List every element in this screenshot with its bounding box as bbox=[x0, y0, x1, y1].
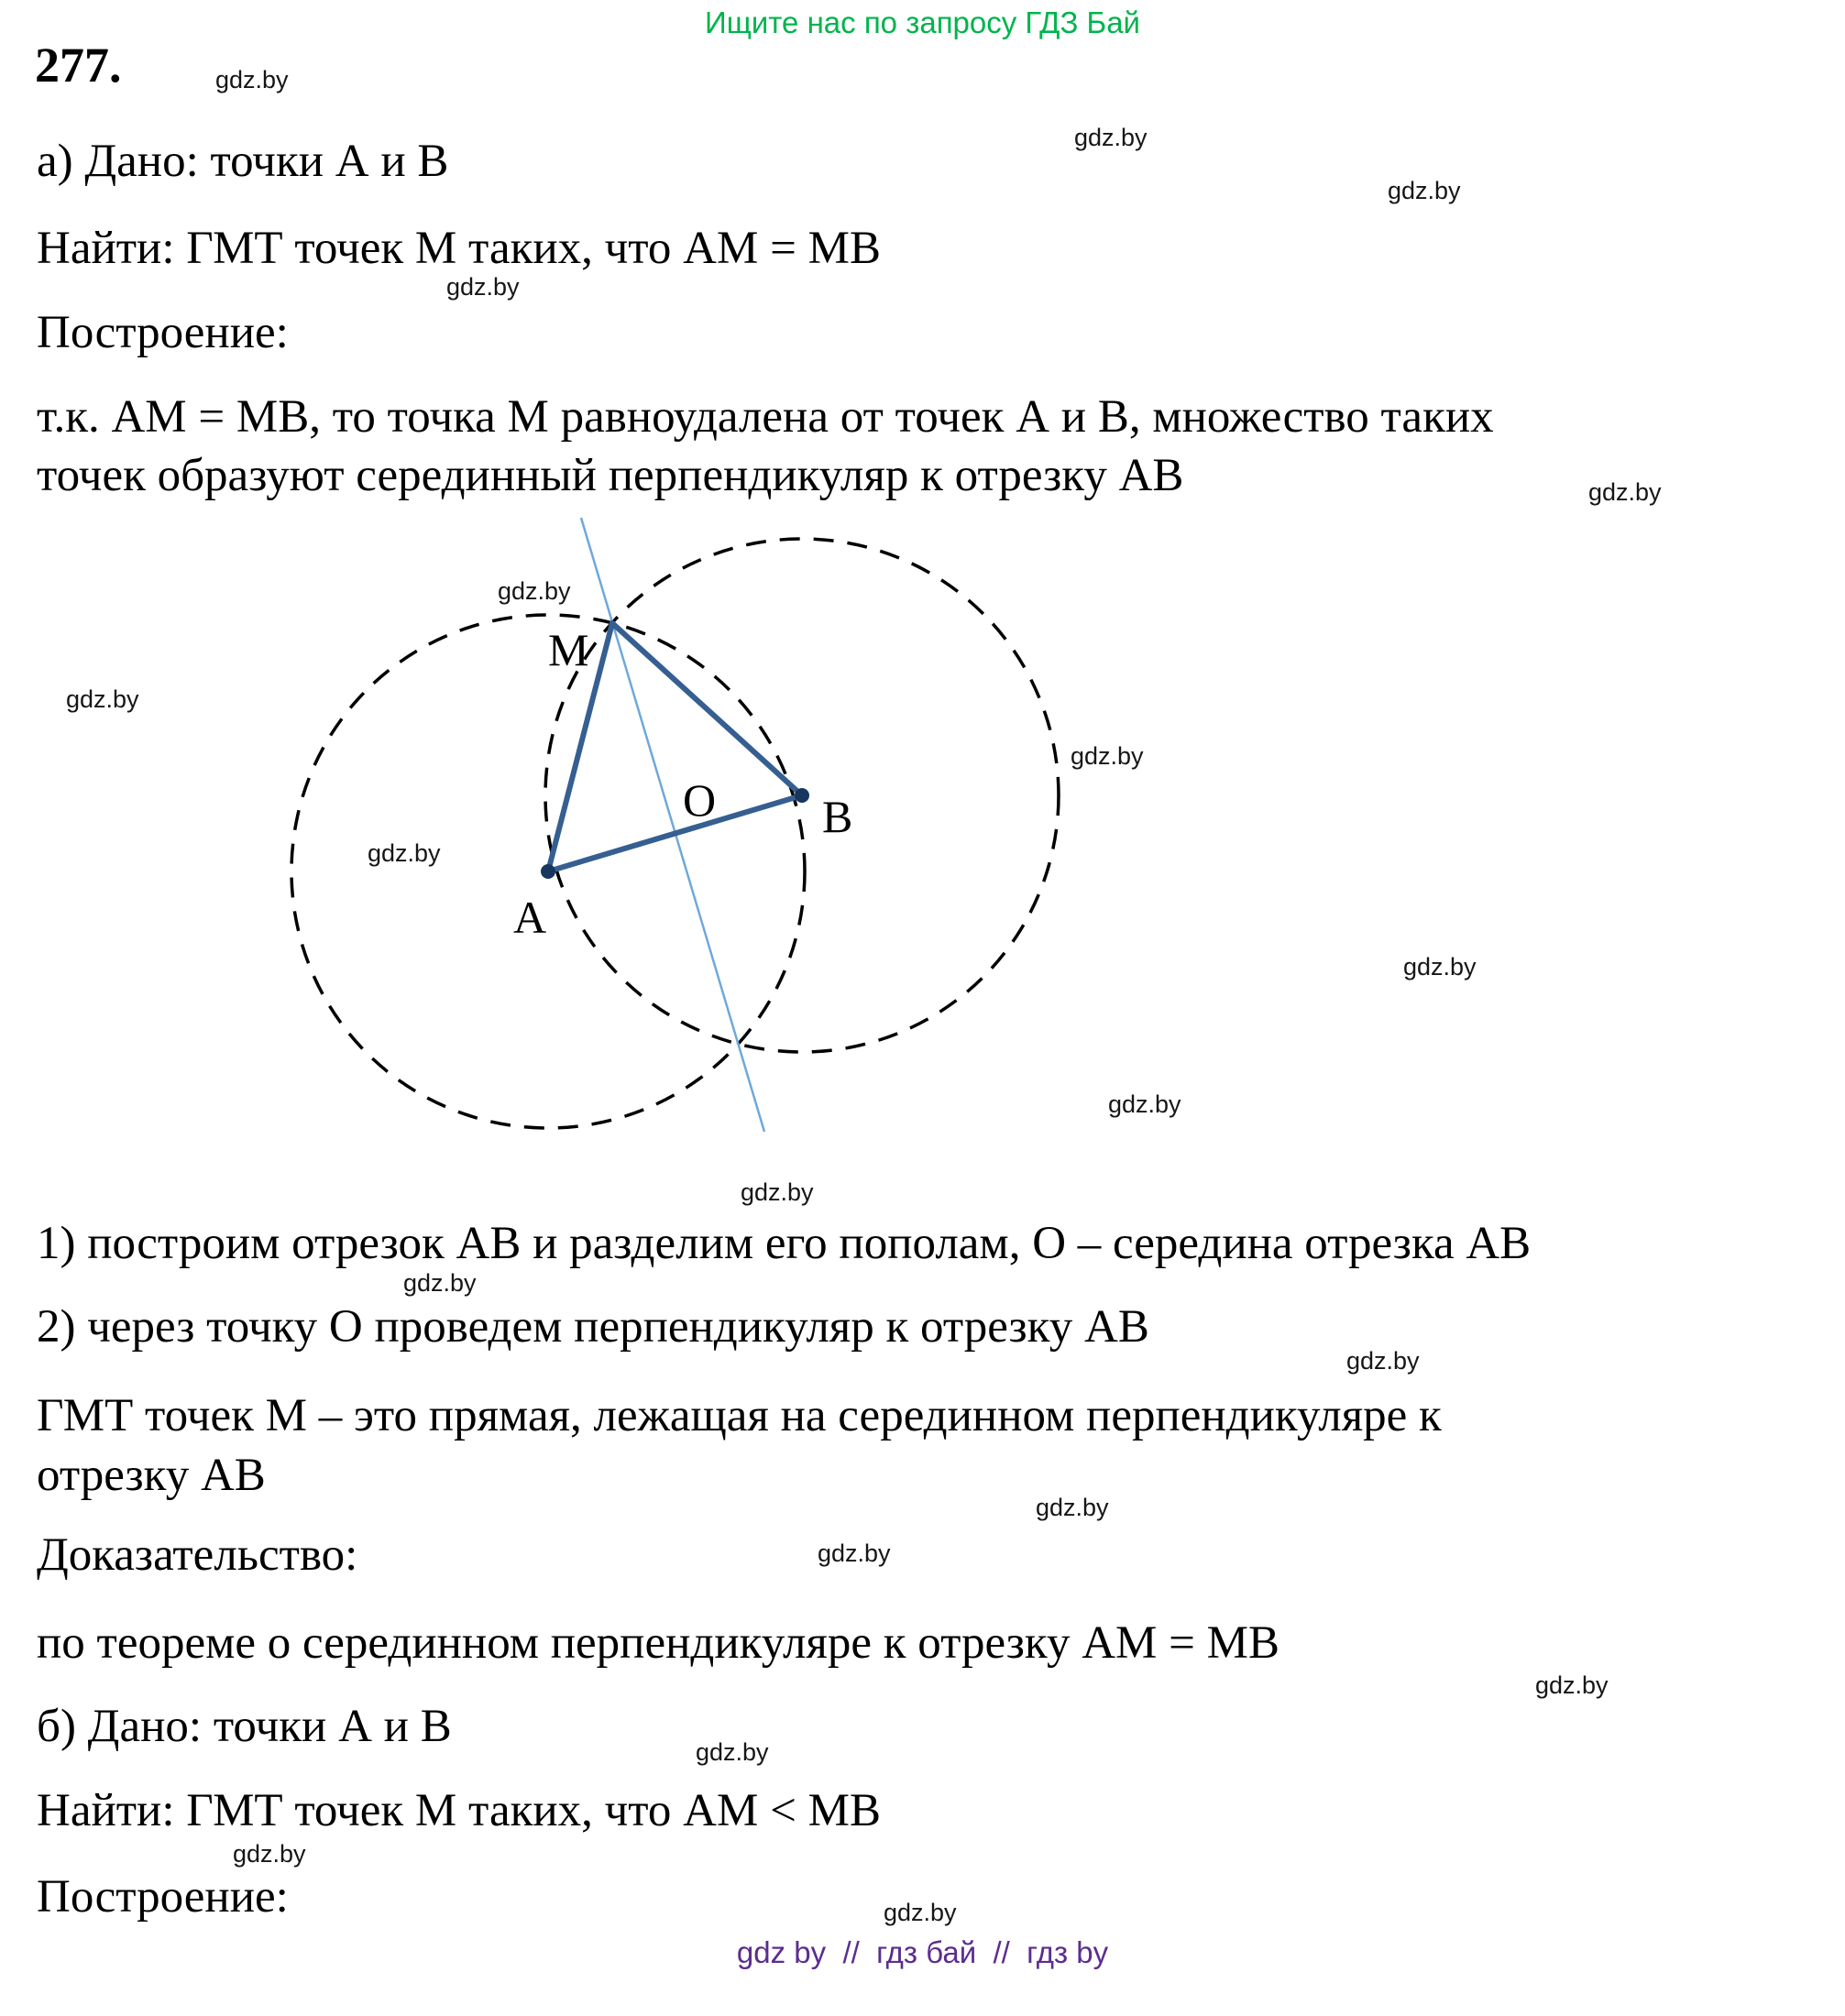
gdz-watermark: gdz.by bbox=[446, 273, 520, 301]
point-a-label: А bbox=[513, 892, 547, 943]
point-b-dot bbox=[795, 788, 809, 803]
part-a-construction-label: Построение: bbox=[37, 307, 289, 358]
gdz-watermark: gdz.by bbox=[1346, 1347, 1420, 1375]
part-b-construction-label: Построение: bbox=[37, 1871, 289, 1923]
part-a-step2: 2) через точку О проведем перпендикуляр к отрезку АВ bbox=[37, 1301, 1149, 1353]
part-a-reasoning-line2: точек образуют серединный перпендикуляр к отрезку АВ bbox=[37, 450, 1184, 501]
segment-mb bbox=[612, 623, 802, 795]
gdz-watermark: gdz.by bbox=[66, 685, 139, 713]
gdz-watermark: gdz.by bbox=[1108, 1090, 1181, 1118]
perpendicular-bisector-line bbox=[581, 518, 764, 1132]
gdz-watermark: gdz.by bbox=[403, 1269, 477, 1297]
gdz-watermark: gdz.by bbox=[741, 1178, 814, 1206]
part-a-conclusion-line2: отрезку АВ bbox=[37, 1450, 266, 1501]
gdz-watermark: gdz.by bbox=[215, 66, 289, 93]
gdz-watermark: gdz.by bbox=[1074, 124, 1148, 151]
part-b-given: б) Дано: точки А и В bbox=[37, 1701, 452, 1752]
part-a-proof-label: Доказательство: bbox=[37, 1529, 358, 1581]
gdz-watermark: gdz.by bbox=[368, 839, 441, 867]
part-a-step1: 1) построим отрезок АВ и разделим его пополам, О – середина отрезка АВ bbox=[37, 1218, 1532, 1269]
gdz-watermark: gdz.by bbox=[1388, 177, 1461, 204]
problem-number: 277. bbox=[35, 38, 122, 93]
segment-ab bbox=[548, 795, 802, 871]
gdz-watermark: gdz.by bbox=[233, 1840, 306, 1868]
site-promo-header: Ищите нас по запросу ГДЗ Бай bbox=[705, 5, 1140, 39]
gdz-watermark: gdz.by bbox=[1588, 478, 1662, 506]
point-o-label: О bbox=[683, 774, 717, 826]
gdz-watermark: gdz.by bbox=[1403, 953, 1477, 981]
geometry-figure bbox=[275, 495, 1100, 1155]
part-a-conclusion-line1: ГМТ точек М – это прямая, лежащая на серединном перпендикуляре к bbox=[37, 1390, 1442, 1441]
part-a-proof-text: по теореме о серединном перпендикуляре к отрезку АМ = МВ bbox=[37, 1617, 1280, 1669]
part-a-find: Найти: ГМТ точек М таких, что АМ = МВ bbox=[37, 223, 881, 274]
gdz-watermark: gdz.by bbox=[1535, 1671, 1609, 1699]
point-m-label: М bbox=[548, 624, 589, 675]
part-a-given: а) Дано: точки А и В bbox=[37, 136, 449, 187]
point-a-dot bbox=[541, 864, 555, 879]
gdz-watermark: gdz.by bbox=[818, 1539, 891, 1567]
part-a-reasoning-line1: т.к. АМ = МВ, то точка М равноудалена от точек А и В, множество таких bbox=[37, 391, 1494, 443]
point-b-label: В bbox=[822, 791, 853, 842]
gdz-watermark: gdz.by bbox=[1071, 742, 1144, 770]
gdz-watermark: gdz.by bbox=[696, 1738, 769, 1766]
gdz-watermark: gdz.by bbox=[498, 577, 571, 605]
gdz-watermark: gdz.by bbox=[884, 1899, 957, 1926]
site-footer-text: gdz by // гдз бай // гдз by bbox=[736, 1935, 1109, 1969]
gdz-watermark: gdz.by bbox=[1036, 1494, 1109, 1521]
part-b-find: Найти: ГМТ точек М таких, что АМ < МВ bbox=[37, 1785, 881, 1836]
